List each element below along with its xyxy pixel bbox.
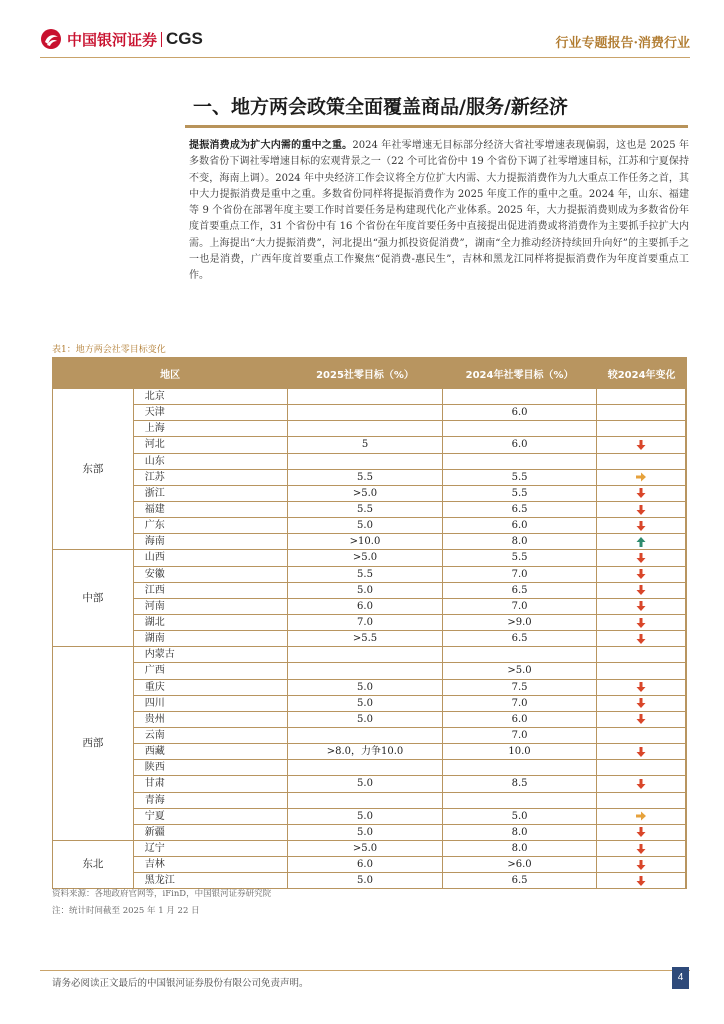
empty-cell xyxy=(686,437,687,453)
region-cell: 东北 xyxy=(53,840,134,888)
change-cell xyxy=(597,501,686,517)
target-2024-cell: 8.0 xyxy=(442,840,596,856)
empty-cell xyxy=(686,501,687,517)
arrow-right-icon xyxy=(635,811,647,822)
target-2024-cell: 6.5 xyxy=(442,582,596,598)
empty-cell xyxy=(686,824,687,840)
table-row xyxy=(53,550,687,566)
empty-cell xyxy=(686,695,687,711)
table-row xyxy=(53,727,687,743)
target-2024-cell: 7.0 xyxy=(442,727,596,743)
change-cell xyxy=(597,453,686,469)
arrow-down-icon xyxy=(635,859,647,870)
target-2025-cell: >5.0 xyxy=(288,550,443,566)
empty-cell xyxy=(686,389,687,405)
province-cell: 北京 xyxy=(133,389,287,405)
target-2024-cell: >5.0 xyxy=(442,663,596,679)
province-cell: 广东 xyxy=(133,518,287,534)
province-cell: 吉林 xyxy=(133,857,287,873)
target-2024-cell: 6.5 xyxy=(442,501,596,517)
page-header xyxy=(0,0,724,62)
arrow-down-icon xyxy=(635,488,647,499)
title-underline xyxy=(185,125,688,128)
table-row xyxy=(53,808,687,824)
target-2024-cell: 7.5 xyxy=(442,679,596,695)
change-cell xyxy=(597,727,686,743)
change-cell xyxy=(597,566,686,582)
header-target-2024: 2024年社零目标（%） xyxy=(442,358,596,389)
empty-cell xyxy=(686,614,687,630)
target-2025-cell: 5.0 xyxy=(288,824,443,840)
table-row xyxy=(53,744,687,760)
province-cell: 上海 xyxy=(133,421,287,437)
empty-cell xyxy=(686,744,687,760)
target-2024-cell: 6.0 xyxy=(442,405,596,421)
table-row xyxy=(53,824,687,840)
source-note: 资料来源：各地政府官网等，iFinD，中国银河证券研究院 xyxy=(52,889,272,899)
target-2025-cell xyxy=(288,792,443,808)
target-2025-cell: 5.5 xyxy=(288,566,443,582)
target-2025-cell xyxy=(288,760,443,776)
table-row xyxy=(53,485,687,501)
arrow-down-icon xyxy=(635,778,647,789)
target-2025-cell: 5.0 xyxy=(288,711,443,727)
empty-cell xyxy=(686,598,687,614)
target-2024-cell xyxy=(442,792,596,808)
empty-cell xyxy=(686,469,687,485)
change-cell xyxy=(597,437,686,453)
target-2024-cell: 8.0 xyxy=(442,824,596,840)
table-row xyxy=(53,840,687,856)
arrow-down-icon xyxy=(635,552,647,563)
province-cell: 青海 xyxy=(133,792,287,808)
body-paragraph xyxy=(189,138,689,285)
arrow-down-icon xyxy=(635,714,647,725)
province-cell: 湖南 xyxy=(133,631,287,647)
province-cell: 广西 xyxy=(133,663,287,679)
province-cell: 重庆 xyxy=(133,679,287,695)
target-2025-cell xyxy=(288,647,443,663)
table-row xyxy=(53,389,687,405)
target-2024-cell: 7.0 xyxy=(442,566,596,582)
target-2024-cell: 6.0 xyxy=(442,437,596,453)
target-2025-cell: 7.0 xyxy=(288,614,443,630)
table-row xyxy=(53,631,687,647)
province-cell: 山东 xyxy=(133,453,287,469)
table-row xyxy=(53,695,687,711)
empty-cell xyxy=(686,421,687,437)
target-2024-cell xyxy=(442,421,596,437)
brand-logo xyxy=(40,28,203,50)
province-cell: 江西 xyxy=(133,582,287,598)
target-2024-cell: 8.0 xyxy=(442,534,596,550)
arrow-down-icon xyxy=(635,698,647,709)
province-cell: 江苏 xyxy=(133,469,287,485)
change-cell xyxy=(597,647,686,663)
empty-cell xyxy=(686,647,687,663)
change-cell xyxy=(597,631,686,647)
region-cell: 西部 xyxy=(53,647,134,841)
target-2025-cell: 5.0 xyxy=(288,808,443,824)
province-cell: 新疆 xyxy=(133,824,287,840)
target-2024-cell: 6.5 xyxy=(442,873,596,889)
empty-cell xyxy=(686,566,687,582)
logo-en-text: CGS xyxy=(166,29,203,48)
change-cell xyxy=(597,582,686,598)
arrow-down-icon xyxy=(635,633,647,644)
page-number: 4 xyxy=(672,967,689,989)
logo-separator xyxy=(161,32,162,47)
retail-target-table xyxy=(52,357,687,889)
province-cell: 浙江 xyxy=(133,485,287,501)
table-row xyxy=(53,614,687,630)
arrow-up-icon xyxy=(635,536,647,547)
province-cell: 四川 xyxy=(133,695,287,711)
change-cell xyxy=(597,857,686,873)
target-2024-cell: 6.0 xyxy=(442,711,596,727)
change-cell xyxy=(597,485,686,501)
target-2024-cell: 5.0 xyxy=(442,808,596,824)
table-row xyxy=(53,663,687,679)
target-2025-cell xyxy=(288,405,443,421)
arrow-down-icon xyxy=(635,746,647,757)
target-2025-cell xyxy=(288,727,443,743)
target-2025-cell: >5.5 xyxy=(288,631,443,647)
change-cell xyxy=(597,469,686,485)
target-2024-cell: 5.5 xyxy=(442,550,596,566)
header-divider xyxy=(40,57,690,58)
arrow-down-icon xyxy=(635,827,647,838)
empty-cell xyxy=(686,405,687,421)
empty-cell xyxy=(686,534,687,550)
table-row xyxy=(53,582,687,598)
target-2025-cell: >10.0 xyxy=(288,534,443,550)
empty-cell xyxy=(686,453,687,469)
province-cell: 海南 xyxy=(133,534,287,550)
arrow-down-icon xyxy=(635,569,647,580)
province-cell: 河北 xyxy=(133,437,287,453)
province-cell: 黑龙江 xyxy=(133,873,287,889)
empty-cell xyxy=(686,873,687,889)
footer-divider xyxy=(40,970,690,971)
target-2024-cell xyxy=(442,760,596,776)
table-row xyxy=(53,421,687,437)
empty-cell xyxy=(686,760,687,776)
empty-cell xyxy=(686,727,687,743)
province-cell: 安徽 xyxy=(133,566,287,582)
target-2025-cell: 6.0 xyxy=(288,857,443,873)
change-cell xyxy=(597,744,686,760)
arrow-right-icon xyxy=(635,472,647,483)
table-row xyxy=(53,776,687,792)
change-cell xyxy=(597,550,686,566)
province-cell: 湖北 xyxy=(133,614,287,630)
target-2024-cell xyxy=(442,453,596,469)
target-2025-cell: >8.0，力争10.0 xyxy=(288,744,443,760)
target-2025-cell: >5.0 xyxy=(288,840,443,856)
arrow-down-icon xyxy=(635,439,647,450)
target-2025-cell xyxy=(288,453,443,469)
arrow-down-icon xyxy=(635,601,647,612)
change-cell xyxy=(597,792,686,808)
table-row xyxy=(53,679,687,695)
target-2024-cell: >9.0 xyxy=(442,614,596,630)
target-2024-cell: 6.5 xyxy=(442,631,596,647)
target-2025-cell: 6.0 xyxy=(288,598,443,614)
target-2025-cell xyxy=(288,389,443,405)
province-cell: 宁夏 xyxy=(133,808,287,824)
target-2024-cell: 5.5 xyxy=(442,469,596,485)
province-cell: 河南 xyxy=(133,598,287,614)
change-cell xyxy=(597,776,686,792)
table-row xyxy=(53,598,687,614)
section-title-bar xyxy=(185,90,688,128)
empty-cell xyxy=(686,663,687,679)
footer-disclaimer: 请务必阅读正文最后的中国银河证券股份有限公司免责声明。 xyxy=(52,978,309,989)
empty-cell xyxy=(686,808,687,824)
table-row xyxy=(53,518,687,534)
change-cell xyxy=(597,534,686,550)
change-cell xyxy=(597,711,686,727)
target-2025-cell: 5 xyxy=(288,437,443,453)
target-2024-cell: 7.0 xyxy=(442,695,596,711)
province-cell: 辽宁 xyxy=(133,840,287,856)
table-row xyxy=(53,792,687,808)
change-cell xyxy=(597,840,686,856)
section-title: 一、地方两会政策全面覆盖商品/服务/新经济 xyxy=(193,96,568,118)
empty-cell xyxy=(686,582,687,598)
change-cell xyxy=(597,824,686,840)
target-2025-cell xyxy=(288,421,443,437)
table-row xyxy=(53,501,687,517)
table-row xyxy=(53,760,687,776)
header-target-2025: 2025社零目标（%） xyxy=(288,358,443,389)
empty-cell xyxy=(686,518,687,534)
target-2024-cell xyxy=(442,389,596,405)
paragraph-body: 2024 年社零增速无目标部分经济大省社零增速表现偏弱，这也是 2025 年多数省份下调社零增速目标的宏观背景之一（22 个可比省份中 19 个省份下调了社零增速目标，江苏和宁夏保持不变，海南上调）。2024 年中央经济工作会议将全方位扩大内需、大力提振消费作为九大重点工作任务之首，其中大力提振消费是重中之重。多数省份同样将提振消费作为 2025 年度工作的重中之重。2024 年，山东、福建等 9 个省份在部署年度主要工作时首要任务是构建现代化产业体系。2025 年，大力提振消费则成为多数省份年度首要重点工作，31 个省份中有 16 个省份在年度首要任务中直接提出促进消费或将消费作为主要抓手拉扩大内需。上海提出“大力提振消费”，河北提出“强力抓投资促消费”，湖南“全力推动经济持续回升向好”的主要抓手之一也是消费，广西年度首要重点工作聚焦“促消费-惠民生”，吉林和黑龙江同样将提振消费作为年度首要重点工作。 xyxy=(189,140,690,282)
header-change: 较2024年变化 xyxy=(597,358,687,389)
empty-cell xyxy=(686,631,687,647)
target-2025-cell: 5.5 xyxy=(288,469,443,485)
change-cell xyxy=(597,389,686,405)
empty-cell xyxy=(686,485,687,501)
empty-cell xyxy=(686,711,687,727)
province-cell: 山西 xyxy=(133,550,287,566)
target-2025-cell: 5.0 xyxy=(288,582,443,598)
table-row xyxy=(53,711,687,727)
change-cell xyxy=(597,695,686,711)
province-cell: 甘肃 xyxy=(133,776,287,792)
target-2024-cell: 8.5 xyxy=(442,776,596,792)
table-row xyxy=(53,534,687,550)
change-cell xyxy=(597,421,686,437)
target-2025-cell: >5.0 xyxy=(288,485,443,501)
change-cell xyxy=(597,873,686,889)
target-2024-cell xyxy=(442,647,596,663)
province-cell: 贵州 xyxy=(133,711,287,727)
empty-cell xyxy=(686,840,687,856)
target-2024-cell: 7.0 xyxy=(442,598,596,614)
arrow-down-icon xyxy=(635,585,647,596)
table-row xyxy=(53,647,687,663)
empty-cell xyxy=(686,792,687,808)
table-row xyxy=(53,437,687,453)
target-2025-cell xyxy=(288,663,443,679)
change-cell xyxy=(597,760,686,776)
table-row xyxy=(53,453,687,469)
cgs-logo-icon xyxy=(40,28,62,50)
change-cell xyxy=(597,598,686,614)
arrow-down-icon xyxy=(635,504,647,515)
change-cell xyxy=(597,663,686,679)
paragraph-lead: 提振消费成为扩大内需的重中之重。 xyxy=(189,140,353,151)
table-row xyxy=(53,566,687,582)
target-2025-cell: 5.0 xyxy=(288,518,443,534)
region-cell: 中部 xyxy=(53,550,134,647)
change-cell xyxy=(597,614,686,630)
table-row xyxy=(53,469,687,485)
change-cell xyxy=(597,808,686,824)
province-cell: 西藏 xyxy=(133,744,287,760)
target-2025-cell: 5.0 xyxy=(288,873,443,889)
empty-cell xyxy=(686,550,687,566)
target-2024-cell: 10.0 xyxy=(442,744,596,760)
province-cell: 云南 xyxy=(133,727,287,743)
table-body xyxy=(53,389,687,889)
table-header-row xyxy=(53,358,687,389)
change-cell xyxy=(597,518,686,534)
target-2025-cell: 5.0 xyxy=(288,679,443,695)
table-caption: 表1：地方两会社零目标变化 xyxy=(52,345,166,355)
table-row xyxy=(53,405,687,421)
target-2024-cell: 5.5 xyxy=(442,485,596,501)
target-2024-cell: 6.0 xyxy=(442,518,596,534)
arrow-down-icon xyxy=(635,617,647,628)
arrow-down-icon xyxy=(635,682,647,693)
region-cell: 东部 xyxy=(53,389,134,550)
target-2025-cell: 5.0 xyxy=(288,776,443,792)
table-row xyxy=(53,857,687,873)
arrow-down-icon xyxy=(635,520,647,531)
target-2025-cell: 5.5 xyxy=(288,501,443,517)
empty-cell xyxy=(686,776,687,792)
province-cell: 内蒙古 xyxy=(133,647,287,663)
change-cell xyxy=(597,679,686,695)
date-note: 注：统计时间截至 2025 年 1 月 22 日 xyxy=(52,906,200,916)
province-cell: 陕西 xyxy=(133,760,287,776)
header-region: 地区 xyxy=(53,358,288,389)
province-cell: 天津 xyxy=(133,405,287,421)
empty-cell xyxy=(686,679,687,695)
report-type-label: 行业专题报告·消费行业 xyxy=(555,36,690,51)
empty-cell xyxy=(686,857,687,873)
target-2024-cell: >6.0 xyxy=(442,857,596,873)
province-cell: 福建 xyxy=(133,501,287,517)
arrow-down-icon xyxy=(635,875,647,886)
logo-cn-text: 中国银河证券 xyxy=(67,30,158,49)
target-2025-cell: 5.0 xyxy=(288,695,443,711)
arrow-down-icon xyxy=(635,843,647,854)
change-cell xyxy=(597,405,686,421)
